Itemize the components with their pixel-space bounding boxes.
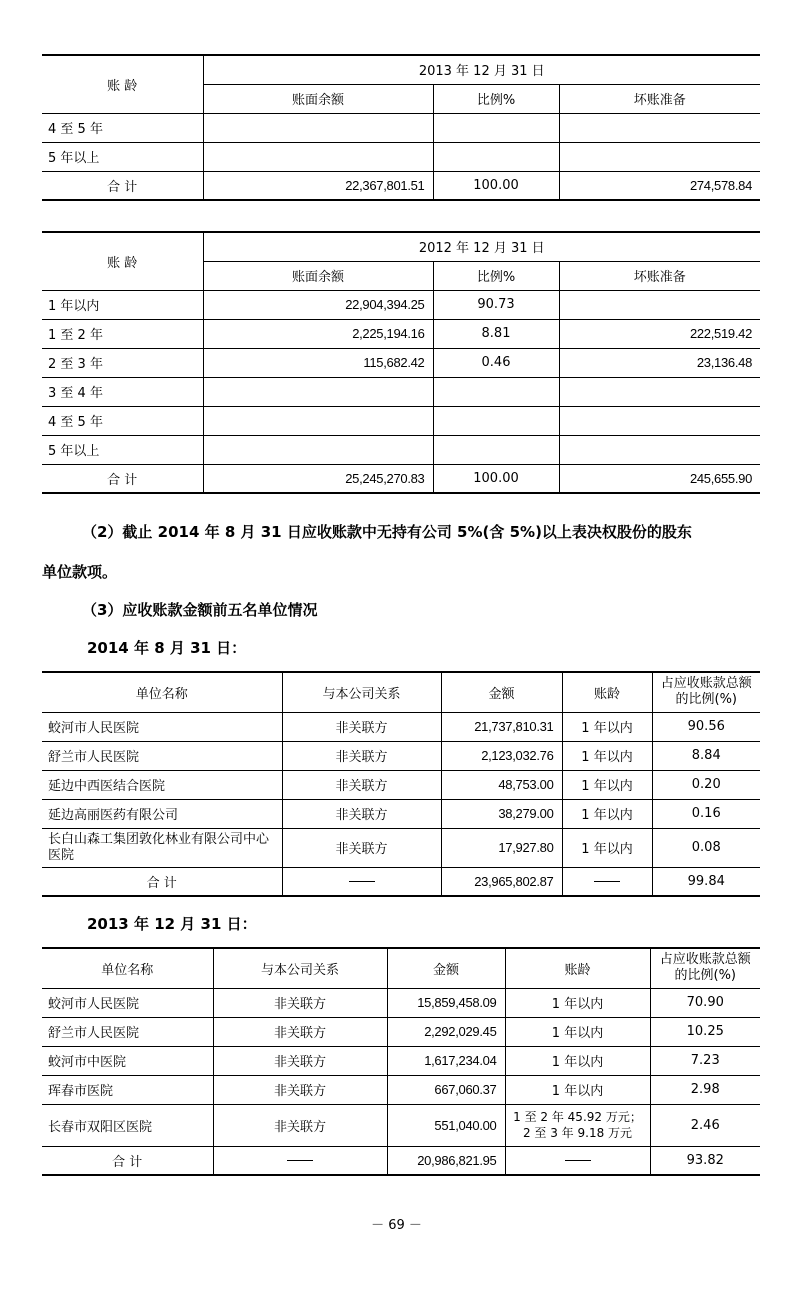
age-line-1: 1 至 2 年 45.92 万元； <box>513 1110 642 1124</box>
paragraph-2-cont <box>42 560 762 584</box>
ratio-cell: 0.20 <box>652 770 760 799</box>
age-line-2: 2 至 3 年 9.18 万元 <box>522 1126 633 1140</box>
name-cell: 延边中西医结合医院 <box>42 770 282 799</box>
amount-cell: 551,040.00 <box>387 1104 505 1146</box>
date-heading-2013: 2013 年 12 月 31 日： <box>87 915 257 933</box>
age-cell: 5 年以上 <box>42 142 203 171</box>
aging-table-2013 <box>42 54 760 201</box>
provision-cell <box>559 435 760 464</box>
total-ratio: 100.00 <box>433 171 559 200</box>
total-provision: 274,578.84 <box>559 171 760 200</box>
dash-line <box>594 881 620 882</box>
col-header-relation: 与本公司关系 <box>213 948 387 988</box>
table-row <box>42 435 760 464</box>
amount-cell: 38,279.00 <box>441 799 562 828</box>
balance-cell <box>203 406 433 435</box>
provision-cell <box>559 290 760 319</box>
ratio-cell: 7.23 <box>650 1046 760 1075</box>
table-row <box>42 1075 760 1104</box>
table-row <box>42 319 760 348</box>
date-heading-2014: 2014 年 8 月 31 日： <box>87 639 247 657</box>
ratio-cell <box>433 377 559 406</box>
amount-cell: 48,753.00 <box>441 770 562 799</box>
ratio-cell: 8.81 <box>433 319 559 348</box>
total-amount: 20,986,821.95 <box>387 1146 505 1175</box>
age-cell: 1 至 2 年 <box>42 319 203 348</box>
amount-cell: 15,859,458.09 <box>387 988 505 1017</box>
ratio-cell: 0.08 <box>652 828 760 867</box>
total-ratio: 93.82 <box>650 1146 760 1175</box>
age-cell: 1 年以内 <box>562 712 652 741</box>
total-label: 合 计 <box>42 171 203 200</box>
total-row <box>42 171 760 200</box>
name-cell: 长白山森工集团敦化林业有限公司中心医院 <box>42 828 282 867</box>
table-row <box>42 1017 760 1046</box>
section-heading-top5: （3）应收账款金额前五名单位情况 <box>82 601 318 619</box>
age-cell: 4 至 5 年 <box>42 113 203 142</box>
col-header-bad-debt: 坏账准备 <box>559 261 760 290</box>
age-cell: 1 年以内 <box>505 1046 650 1075</box>
balance-cell <box>203 142 433 171</box>
name-cell: 延边高丽医药有限公司 <box>42 799 282 828</box>
amount-cell: 21,737,810.31 <box>441 712 562 741</box>
dash-line <box>287 1160 313 1161</box>
col-header-amount: 金额 <box>441 672 562 712</box>
ratio-cell: 70.90 <box>650 988 760 1017</box>
name-cell: 舒兰市人民医院 <box>42 1017 213 1046</box>
total-ratio: 99.84 <box>652 867 760 896</box>
relation-cell: 非关联方 <box>213 1075 387 1104</box>
table-row <box>42 1046 760 1075</box>
amount-cell: 2,123,032.76 <box>441 741 562 770</box>
relation-cell: 非关联方 <box>282 741 441 770</box>
amount-cell: 17,927.80 <box>441 828 562 867</box>
paragraph-2 <box>42 520 762 544</box>
relation-cell: 非关联方 <box>282 712 441 741</box>
balance-cell: 2,225,194.16 <box>203 319 433 348</box>
ratio-cell: 90.73 <box>433 290 559 319</box>
table-row <box>42 377 760 406</box>
period-header: 2012 年 12 月 31 日 <box>203 232 760 261</box>
table-row <box>42 348 760 377</box>
relation-cell: 非关联方 <box>213 1046 387 1075</box>
age-cell: 2 至 3 年 <box>42 348 203 377</box>
col-header-ratio: 比例% <box>433 261 559 290</box>
balance-cell <box>203 377 433 406</box>
total-balance: 25,245,270.83 <box>203 464 433 493</box>
dash-line <box>349 881 375 882</box>
age-cell: 1 年以内 <box>562 799 652 828</box>
name-cell: 蛟河市人民医院 <box>42 712 282 741</box>
aging-table-2012 <box>42 231 760 494</box>
relation-cell: 非关联方 <box>282 828 441 867</box>
age-cell: 5 年以上 <box>42 435 203 464</box>
table-row <box>42 712 760 741</box>
provision-cell <box>559 113 760 142</box>
paragraph-2-line1: （2）截止 2014 年 8 月 31 日应收账款中无持有公司 5%(含 5%)以上表决权股份的股东 <box>82 523 692 541</box>
ratio-cell: 8.84 <box>652 741 760 770</box>
paragraph-2-line2: 单位款项。 <box>42 563 118 581</box>
col-header-amount: 金额 <box>387 948 505 988</box>
col-header-bad-debt: 坏账准备 <box>559 84 760 113</box>
col-header-age: 账龄 <box>562 672 652 712</box>
total-relation-dash <box>213 1146 387 1175</box>
col-header-book-balance: 账面余额 <box>203 261 433 290</box>
col-header-name: 单位名称 <box>42 672 282 712</box>
balance-cell <box>203 113 433 142</box>
table-row <box>42 406 760 435</box>
page-number: － 69 － <box>371 1218 422 1233</box>
total-label: 合 计 <box>42 867 282 896</box>
total-balance: 22,367,801.51 <box>203 171 433 200</box>
amount-cell: 2,292,029.45 <box>387 1017 505 1046</box>
amount-cell: 667,060.37 <box>387 1075 505 1104</box>
relation-cell: 非关联方 <box>213 1104 387 1146</box>
ratio-cell <box>433 142 559 171</box>
col-header-ratio: 占应收账款总额的比例(%) <box>650 948 760 988</box>
col-header-book-balance: 账面余额 <box>203 84 433 113</box>
relation-cell: 非关联方 <box>282 799 441 828</box>
total-age-dash <box>505 1146 650 1175</box>
table-row <box>42 828 760 867</box>
provision-cell <box>559 377 760 406</box>
balance-cell: 22,904,394.25 <box>203 290 433 319</box>
relation-cell: 非关联方 <box>213 988 387 1017</box>
table-row <box>42 290 760 319</box>
total-amount: 23,965,802.87 <box>441 867 562 896</box>
age-cell: 1 年以内 <box>562 828 652 867</box>
name-cell: 舒兰市人民医院 <box>42 741 282 770</box>
ratio-cell <box>433 435 559 464</box>
table-row <box>42 741 760 770</box>
age-cell: 3 至 4 年 <box>42 377 203 406</box>
col-header-relation: 与本公司关系 <box>282 672 441 712</box>
provision-cell: 222,519.42 <box>559 319 760 348</box>
header-row <box>42 948 760 988</box>
total-age-dash <box>562 867 652 896</box>
relation-cell: 非关联方 <box>282 770 441 799</box>
table-row <box>42 770 760 799</box>
ratio-cell: 0.46 <box>433 348 559 377</box>
top5-table-2014 <box>42 671 760 897</box>
col-header-account-age: 账 龄 <box>42 232 203 290</box>
name-cell: 珲春市医院 <box>42 1075 213 1104</box>
name-cell: 蛟河市人民医院 <box>42 988 213 1017</box>
dash-line <box>565 1160 591 1161</box>
ratio-cell: 2.46 <box>650 1104 760 1146</box>
table-row <box>42 142 760 171</box>
col-header-account-age: 账 龄 <box>42 55 203 113</box>
table-row <box>42 1104 760 1146</box>
col-header-ratio: 比例% <box>433 84 559 113</box>
col-header-age: 账龄 <box>505 948 650 988</box>
ratio-cell <box>433 406 559 435</box>
name-cell: 长春市双阳区医院 <box>42 1104 213 1146</box>
age-cell-multiline <box>505 1104 650 1146</box>
ratio-cell: 90.56 <box>652 712 760 741</box>
table-row <box>42 988 760 1017</box>
period-header: 2013 年 12 月 31 日 <box>203 55 760 84</box>
age-cell: 1 年以内 <box>42 290 203 319</box>
header-row <box>42 672 760 712</box>
age-cell: 4 至 5 年 <box>42 406 203 435</box>
age-cell: 1 年以内 <box>562 770 652 799</box>
age-cell: 1 年以内 <box>505 988 650 1017</box>
balance-cell <box>203 435 433 464</box>
relation-cell: 非关联方 <box>213 1017 387 1046</box>
age-cell: 1 年以内 <box>505 1017 650 1046</box>
total-row <box>42 464 760 493</box>
age-cell: 1 年以内 <box>562 741 652 770</box>
table-row <box>42 799 760 828</box>
ratio-cell: 10.25 <box>650 1017 760 1046</box>
total-provision: 245,655.90 <box>559 464 760 493</box>
provision-cell: 23,136.48 <box>559 348 760 377</box>
total-relation-dash <box>282 867 441 896</box>
total-label: 合 计 <box>42 1146 213 1175</box>
name-cell: 蛟河市中医院 <box>42 1046 213 1075</box>
ratio-cell: 0.16 <box>652 799 760 828</box>
total-row <box>42 1146 760 1175</box>
total-label: 合 计 <box>42 464 203 493</box>
provision-cell <box>559 142 760 171</box>
balance-cell: 115,682.42 <box>203 348 433 377</box>
col-header-name: 单位名称 <box>42 948 213 988</box>
top5-table-2013 <box>42 947 760 1176</box>
table-row <box>42 113 760 142</box>
col-header-ratio: 占应收账款总额的比例(%) <box>652 672 760 712</box>
total-ratio: 100.00 <box>433 464 559 493</box>
provision-cell <box>559 406 760 435</box>
ratio-cell: 2.98 <box>650 1075 760 1104</box>
age-cell: 1 年以内 <box>505 1075 650 1104</box>
ratio-cell <box>433 113 559 142</box>
amount-cell: 1,617,234.04 <box>387 1046 505 1075</box>
total-row <box>42 867 760 896</box>
